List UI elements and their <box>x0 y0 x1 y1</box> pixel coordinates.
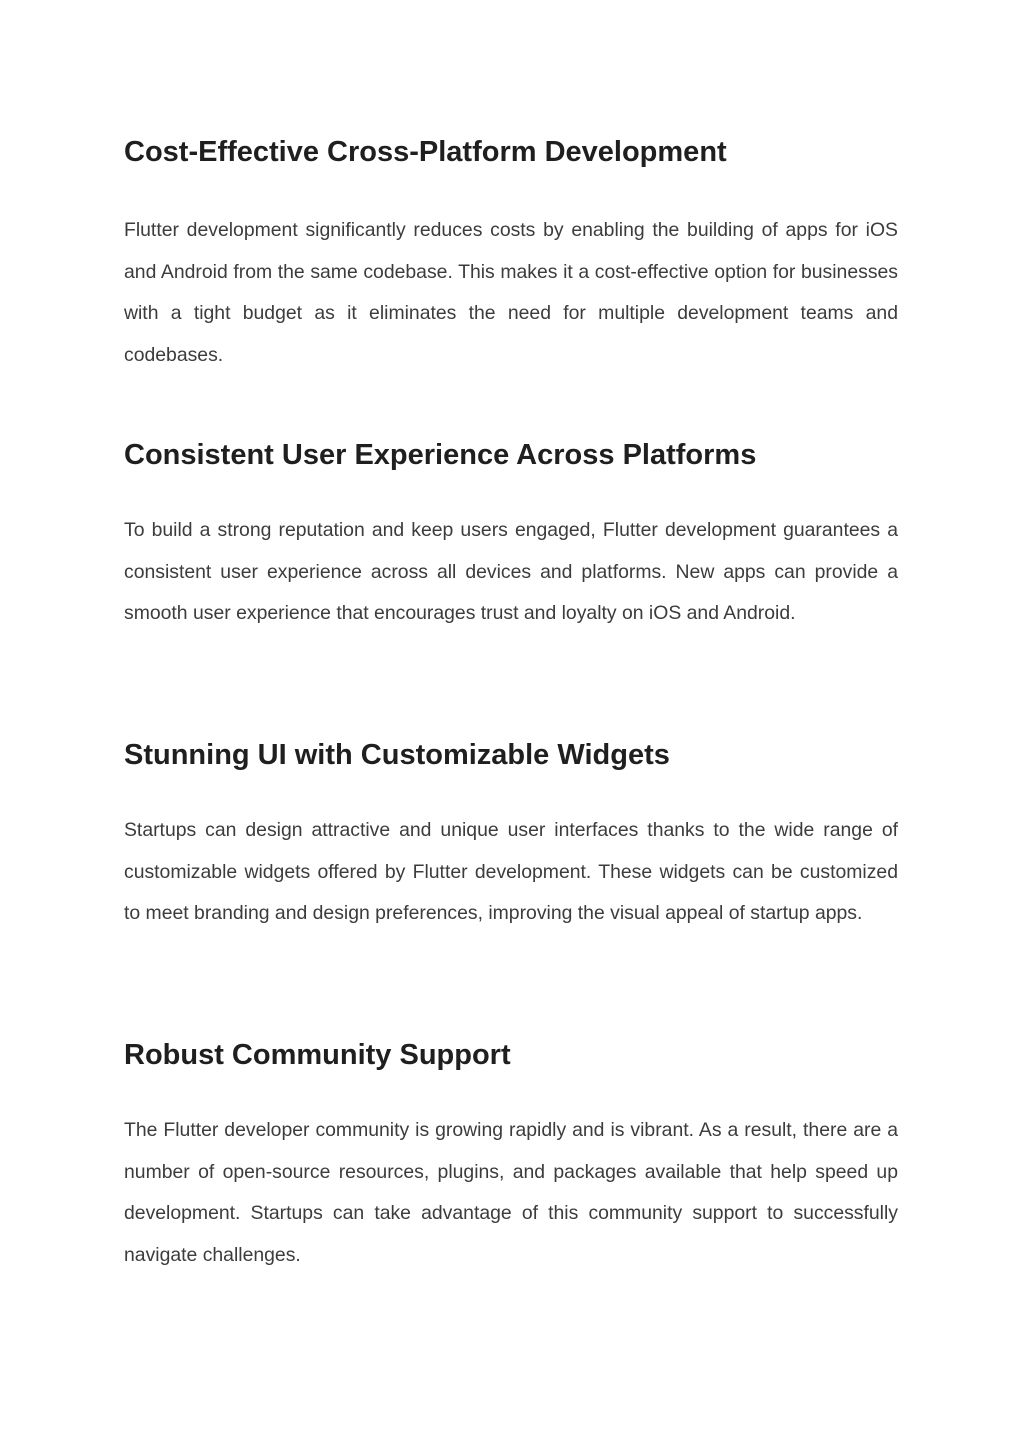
section-paragraph: Flutter development significantly reduces costs by enabling the building of apps for iOS and Android from the same codebase. This makes it a cost-effective option for businesses with a tight budget as it eliminates the need for multiple development teams and codebases. <box>124 219 898 366</box>
section-heading: Stunning UI with Customizable Widgets <box>124 739 670 771</box>
section-stunning-ui <box>124 737 898 924</box>
section-cost-effective <box>124 134 898 366</box>
section-paragraph: Startups can design attractive and unique user interfaces thanks to the wide range of customizable widgets offered by Flutter development. These widgets can be customized to meet branding and design preferences, improving the visual appeal of startup apps. <box>124 819 898 924</box>
section-community-support <box>124 1037 898 1266</box>
section-paragraph: The Flutter developer community is growing rapidly and is vibrant. As a result, there are a number of open-source resources, plugins, and packages available that help speed up development. Startups can take advantage of this community support to successfully navigate challenges. <box>124 1119 898 1266</box>
section-heading: Robust Community Support <box>124 1039 511 1071</box>
section-paragraph: To build a strong reputation and keep users engaged, Flutter development guarantees a consistent user experience across all devices and platforms. New apps can provide a smooth user experience that encourages trust and loyalty on iOS and Android. <box>124 519 898 624</box>
section-heading: Cost-Effective Cross-Platform Development <box>124 136 727 168</box>
section-heading: Consistent User Experience Across Platforms <box>124 439 757 471</box>
section-consistent-ux <box>124 437 898 624</box>
